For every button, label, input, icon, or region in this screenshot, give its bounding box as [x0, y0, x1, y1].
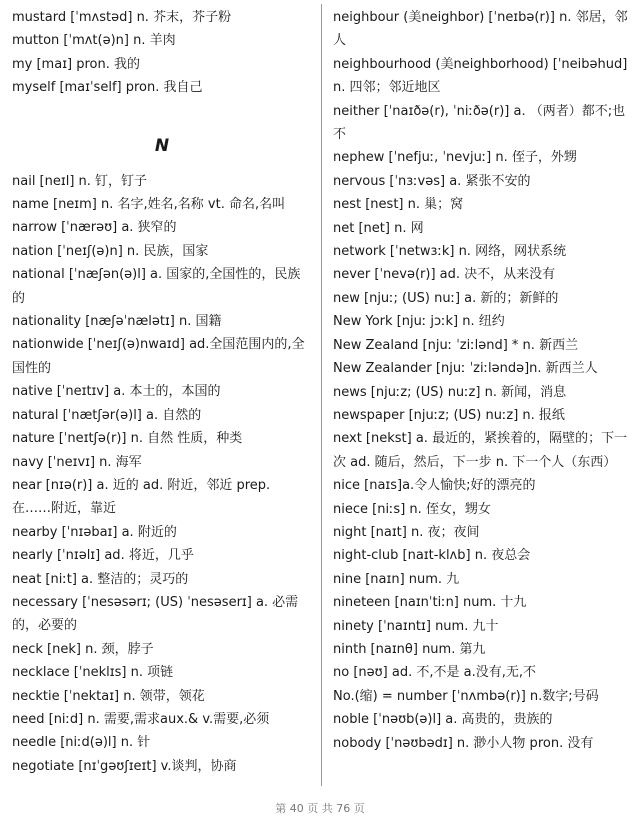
dictionary-entry: noble [ˈnəʊb(ə)l] a. 高贵的，贵族的: [333, 712, 553, 728]
dictionary-entry: need [niːd] n. 需要,需求aux.& v.需要,必须: [12, 711, 270, 727]
dictionary-entry: network [ˈnetwɜːk] n. 网络，网状系统: [333, 244, 567, 260]
dictionary-entry: nationality [næʃəˈnælətɪ] n. 国籍: [12, 314, 222, 330]
dictionary-entry: nationwide [ˈneɪʃ(ə)nwaɪd] ad.全国范围内的,全国性的: [12, 337, 305, 376]
page-number-footer: 第 40 页 共 76 页: [275, 802, 365, 815]
dictionary-entry: nature [ˈneɪtʃə(r)] n. 自然 性质，种类: [12, 431, 243, 447]
dictionary-entry: near [nɪə(r)] a. 近的 ad. 附近，邻近 prep. 在……附近，靠近: [12, 477, 271, 517]
dictionary-entry: nail [neɪl] n. 钉，钉子: [12, 173, 148, 189]
dictionary-entry: mustard [ˈmʌstəd] n. 芥末，芥子粉: [12, 10, 232, 25]
dictionary-entry: name [neɪm] n. 名字,姓名,名称 vt. 命名,名叫: [12, 197, 286, 213]
dictionary-entry: news [njuːz; (US) nuːz] n. 新闻，消息: [333, 384, 567, 400]
dictionary-entry: never [ˈnevə(r)] ad. 决不，从来没有: [333, 267, 556, 283]
dictionary-entry: neighbourhood (美neighborhood) [ˈneibəhud] n. 四邻；邻近地区: [333, 56, 628, 96]
dictionary-entry: neat [niːt] a. 整洁的；灵巧的: [12, 571, 189, 587]
dictionary-entry: my [maɪ] pron. 我的: [12, 56, 140, 72]
n-entries-left: [12, 170, 312, 779]
dictionary-entry: negotiate [nɪˈgəʊʃɪeɪt] v.谈判，协商: [12, 758, 237, 774]
dictionary-entry: newspaper [njuːz; (US) nuːz] n. 报纸: [333, 407, 565, 423]
dictionary-entry: neighbour (美neighbor) [ˈneɪbə(r)] n. 邻居，邻人: [333, 10, 628, 49]
dictionary-entry: nine [naɪn] num. 九: [333, 571, 460, 587]
dictionary-entry: No.(缩) = number [ˈnʌmbə(r)] n.数字;号码: [333, 688, 599, 704]
dictionary-entry: nervous [ˈnɜːvəs] a. 紧张不安的: [333, 173, 531, 189]
dictionary-entry: necktie [ˈnektaɪ] n. 领带，领花: [12, 688, 205, 704]
dictionary-entry: necessary [ˈnesəsərɪ; (US) ˈnesəserɪ] a. 必需的，必要的: [12, 594, 299, 634]
dictionary-entry: night-club [naɪt-klʌb] n. 夜总会: [333, 548, 531, 564]
dictionary-entry: nation [ˈneɪʃ(ə)n] n. 民族，国家: [12, 243, 209, 259]
dictionary-entry: nice [naɪs]a.令人愉快;好的漂亮的: [333, 478, 536, 494]
n-entries-right: [333, 6, 629, 755]
column-divider: [321, 4, 322, 786]
dictionary-entry: New Zealander [njuː ˈziːləndə]n. 新西兰人: [333, 361, 598, 377]
section-heading-letter: N: [154, 135, 170, 156]
section-spacer: [12, 100, 312, 124]
m-entries: [12, 6, 312, 100]
dictionary-entry: national [ˈnæʃən(ə)l] a. 国家的,全国性的，民族的: [12, 267, 301, 306]
right-column: [333, 6, 629, 755]
dictionary-entry: necklace [ˈneklɪs] n. 项链: [12, 665, 174, 681]
dictionary-entry: next [nekst] a. 最近的，紧挨着的，隔壁的；下一次 ad. 随后，然后，下一步 n. 下一个人（东西）: [333, 431, 628, 470]
dictionary-entry: neck [nek] n. 颈，脖子: [12, 641, 154, 657]
dictionary-entry: niece [niːs] n. 侄女，甥女: [333, 501, 491, 517]
dictionary-entry: nearly [ˈnɪəlɪ] ad. 将近，几乎: [12, 548, 194, 564]
dictionary-entry: nephew [ˈnefjuː, ˈnevjuː] n. 侄子，外甥: [333, 150, 577, 166]
dictionary-entry: navy [ˈneɪvɪ] n. 海军: [12, 454, 142, 470]
dictionary-entry: mutton [ˈmʌt(ə)n] n. 羊肉: [12, 33, 176, 49]
dictionary-entry: myself [maɪˈself] pron. 我自己: [12, 80, 203, 96]
dictionary-entry: nineteen [naɪnˈtiːn] num. 十九: [333, 595, 527, 611]
dictionary-entry: neither [ˈnaɪðə(r), ˈniːðə(r)] a. （两者）都不;也不: [333, 103, 626, 143]
dictionary-entry: New Zealand [njuː ˈziːlənd] * n. 新西兰: [333, 337, 579, 353]
dictionary-entry: ninth [naɪnθ] num. 第九: [333, 641, 486, 657]
dictionary-entry: net [net] n. 网: [333, 220, 424, 236]
dictionary-entry: native [ˈneɪtɪv] a. 本土的，本国的: [12, 384, 221, 400]
dictionary-entry: no [nəʊ] ad. 不,不是 a.没有,无,不: [333, 665, 536, 681]
dictionary-entry: needle [niːd(ə)l] n. 针: [12, 735, 151, 751]
dictionary-entry: narrow [ˈnærəʊ] a. 狭窄的: [12, 220, 177, 236]
dictionary-entry: night [naɪt] n. 夜；夜间: [333, 524, 480, 540]
dictionary-entry: nest [nest] n. 巢；窝: [333, 197, 464, 213]
left-column: [12, 6, 312, 778]
dictionary-entry: nobody [ˈnəʊbədɪ] n. 渺小人物 pron. 没有: [333, 735, 594, 751]
dictionary-entry: new [njuː; (US) nuː] a. 新的；新鲜的: [333, 290, 559, 306]
dictionary-entry: New York [njuː jɔːk] n. 纽约: [333, 314, 505, 330]
dictionary-entry: natural [ˈnætʃər(ə)l] a. 自然的: [12, 407, 202, 423]
dictionary-entry: nearby [ˈnɪəbaɪ] a. 附近的: [12, 524, 177, 540]
dictionary-entry: ninety [ˈnaɪntɪ] num. 九十: [333, 618, 499, 634]
